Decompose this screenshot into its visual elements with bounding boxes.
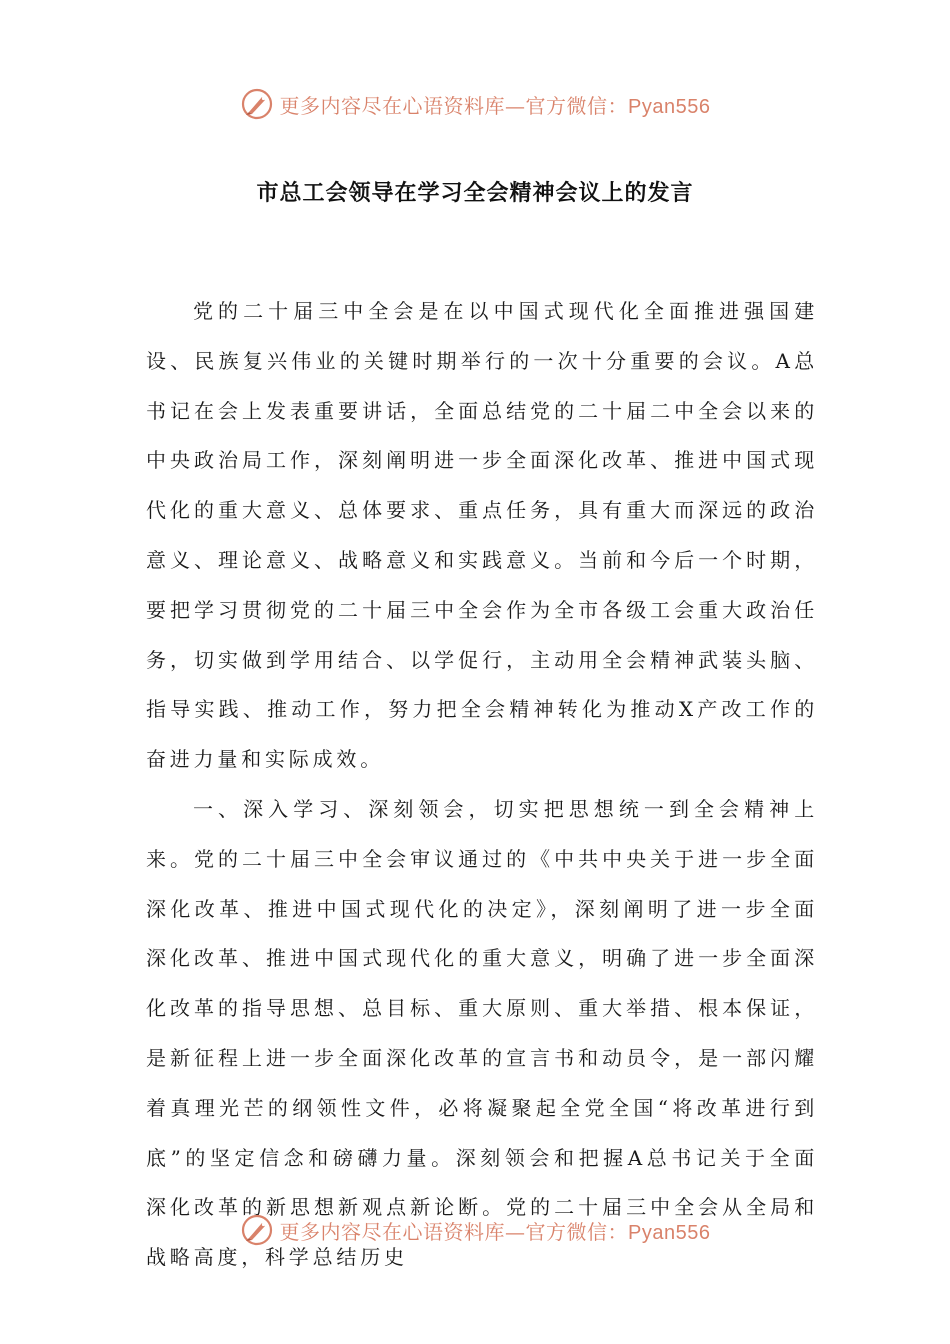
footer-banner [0,1208,950,1252]
paragraph-intro: 党的二十届三中全会是在以中国式现代化全面推进强国建设、民族复兴伟业的关键时期举行的一次十分重要的会议。A总书记在会上发表重要讲话，全面总结党的二十届二中全会以来的中央政治局工作，深刻阐明进一步全面深化改革、推进中国式现代化的重大意义、总体要求、重点任务，具有重大而深远的政治意义、理论意义、战略意义和实践意义。当前和今后一个时期，要把学习贯彻党的二十届三中全会作为全市各级工会重大政治任务，切实做到学用结合、以学促行，主动用全会精神武装头脑、指导实践、推动工作，努力把全会精神转化为推动X产改工作的奋进力量和实际成效。 [146,299,818,772]
paragraph-section-one: 一、深入学习、深刻领会，切实把思想统一到全会精神上来。党的二十届三中全会审议通过的《中共中央关于进一步全面深化改革、推进中国式现代化的决定》，深刻阐明了进一步全面深化改革、推进中国式现代化的重大意义，明确了进一步全面深化改革的指导思想、总目标、重大原则、重大举措、根本保证，是新征程上进一步全面深化改革的宣言书和动员令，是一部闪耀着真理光芒的纲领性文件，必将凝聚起全党全国“将改革进行到底”的坚定信念和磅礴力量。深刻领会和把握A总书记关于全面深化改革的新思想新观点新论断。党的二十届三中全会从全局和战略高度，科学总结历史 [146,796,818,1270]
pen-nib-logo-icon [240,87,274,121]
document-body [146,287,818,1283]
document-title: 市总工会领导在学习全会精神会议上的发言 [256,181,694,206]
pen-nib-logo-icon [240,1213,274,1247]
header-wechat-id: Pyan556 [628,95,711,118]
header-banner-text: 更多内容尽在心语资料库—官方微信：Pyan556 [279,93,711,118]
header-banner [0,82,950,126]
footer-wechat-id: Pyan556 [628,1221,711,1244]
footer-banner-text: 更多内容尽在心语资料库—官方微信：Pyan556 [279,1219,711,1244]
